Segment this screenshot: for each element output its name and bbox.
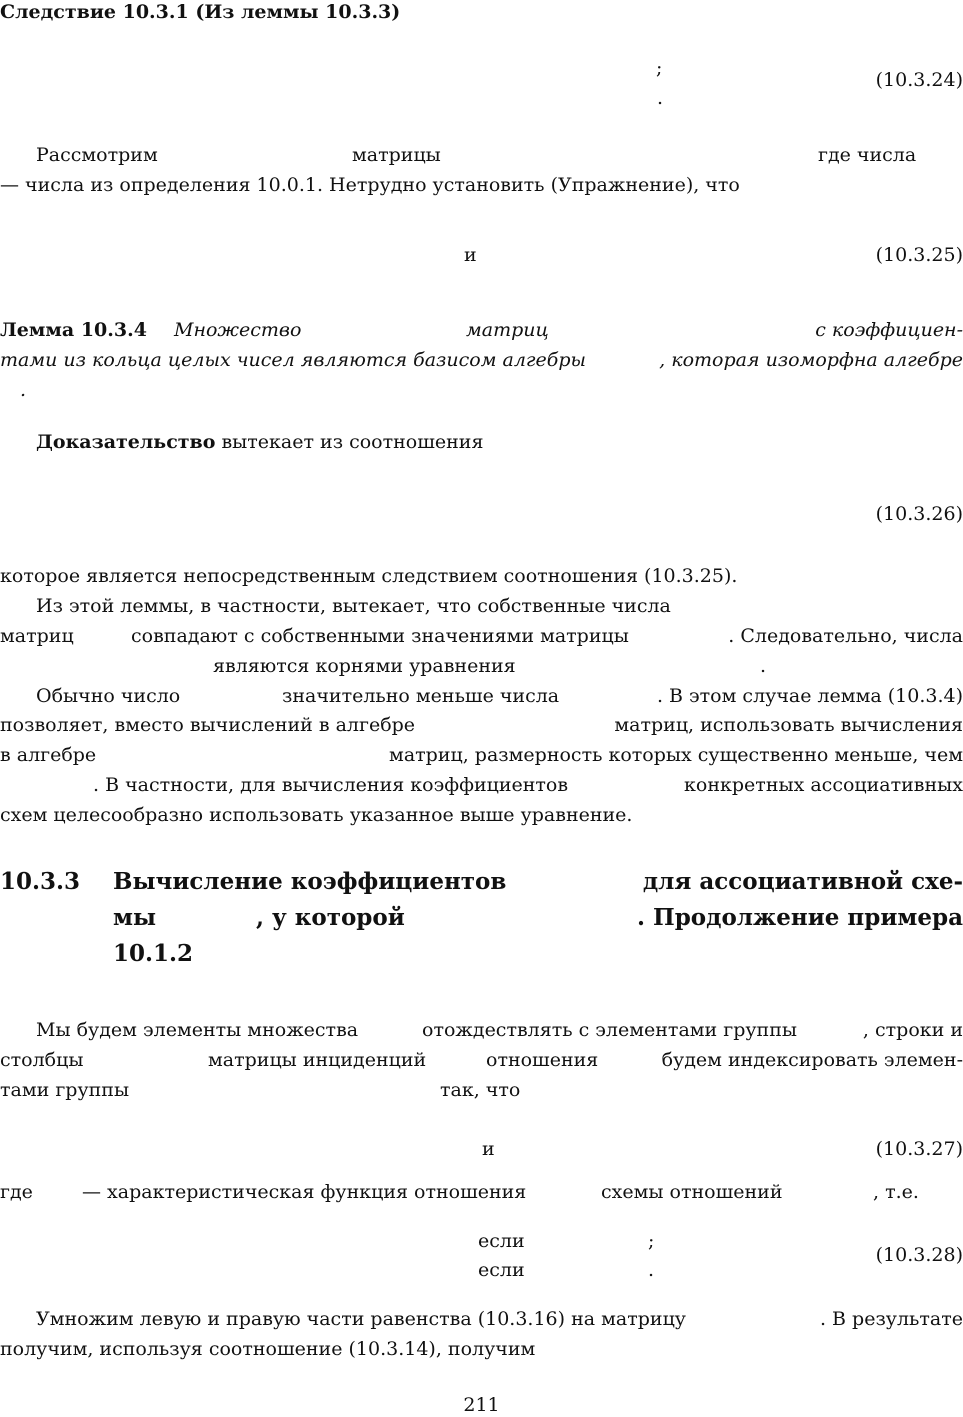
para4-line1a: Умножим левую и правую части равенства (10.3.16) на матрицу	[36, 1308, 686, 1330]
para3-line1c: , строки и	[862, 1019, 963, 1041]
para3-if2: если	[478, 1259, 525, 1281]
corollary-dot: .	[657, 87, 664, 109]
para2-line8a: . В частности, для вычисления коэффициентов	[93, 774, 569, 796]
section-title-2b: , у которой	[256, 904, 405, 931]
para3-line2d: будем индексировать элемен-	[661, 1049, 963, 1071]
lemma-text-set: Множество	[174, 319, 302, 341]
para1-word-consider: Рассмотрим	[36, 144, 158, 166]
para4-line1b: . В результате	[819, 1308, 963, 1330]
para2-line5c: . В этом случае лемма (10.3.4)	[656, 685, 963, 707]
lemma-text-coeff: с коэффициен-	[815, 319, 963, 341]
para1-word-where: где числа	[818, 144, 917, 166]
lemma-text-matrices: матриц	[466, 319, 549, 341]
para1-line2: — числа из определения 10.0.1. Нетрудно установить (Упражнение), что	[0, 174, 740, 196]
para3-dot: .	[648, 1259, 655, 1281]
equation-number-26: (10.3.26)	[875, 503, 963, 525]
para3-line4d: , т.е.	[873, 1181, 919, 1203]
para3-line1a: Мы будем элементы множества	[36, 1019, 359, 1041]
para3-and: и	[482, 1138, 495, 1160]
section-title-2c: . Продолжение примера	[636, 904, 963, 931]
section-title-1b: для ассоциативной схе-	[642, 868, 963, 895]
para2-line7a: в алгебре	[0, 744, 97, 766]
para3-line4b: — характеристическая функция отношения	[82, 1181, 527, 1203]
para2-line3a: матриц	[0, 625, 74, 647]
para3-line3a: тами группы	[0, 1079, 130, 1101]
para3-line1b: отождествлять с элементами группы	[422, 1019, 797, 1041]
section-title-2a: мы	[113, 904, 157, 931]
proof-label: Доказательство	[36, 431, 216, 453]
section-title-3: 10.1.2	[113, 940, 194, 967]
corollary-title: Следствие 10.3.1 (Из леммы 10.3.3)	[0, 1, 401, 23]
para1-word-matrices: матрицы	[352, 144, 441, 166]
equation-number-28: (10.3.28)	[875, 1244, 963, 1266]
para2-line3b: совпадают с собственными значениями матрицы	[131, 625, 629, 647]
para2-line4b: .	[760, 655, 767, 677]
para1-and: и	[464, 244, 477, 266]
proof-line	[36, 430, 483, 454]
page-number: 211	[463, 1394, 500, 1416]
para2-line3c: . Следовательно, числа	[728, 625, 963, 647]
para3-line2b: матрицы инциденций	[208, 1049, 427, 1071]
para2-line5b: значительно меньше числа	[282, 685, 560, 707]
para2-line4a: являются корнями уравнения	[213, 655, 516, 677]
section-title-1a: Вычисление коэффициентов	[113, 868, 507, 895]
para2-line2: Из этой леммы, в частности, вытекает, что собственные числа	[36, 595, 671, 617]
proof-text: вытекает из соотношения	[221, 431, 484, 453]
para2-line6b: матриц, использовать вычисления	[614, 714, 963, 736]
para2-line7b: матриц, размерность которых существенно меньше, чем	[389, 744, 963, 766]
para3-if1: если	[478, 1230, 525, 1252]
para3-semi: ;	[648, 1230, 655, 1252]
equation-number-25: (10.3.25)	[875, 244, 963, 266]
para3-line4a: где	[0, 1181, 33, 1203]
lemma-label: Лемма 10.3.4	[0, 319, 147, 341]
corollary-semicolon: ;	[656, 57, 663, 79]
para3-line2a: столбцы	[0, 1049, 84, 1071]
para3-line2c: отношения	[486, 1049, 599, 1071]
lemma-line2a: тами из кольца целых чисел являются базисом алгебры	[0, 349, 586, 371]
para2-line8b: конкретных ассоциативных	[684, 774, 963, 796]
para2-line6a: позволяет, вместо вычислений в алгебре	[0, 714, 416, 736]
para2-line9: схем целесообразно использовать указанное выше уравнение.	[0, 804, 633, 826]
section-number: 10.3.3	[0, 868, 81, 895]
lemma-line2b: , которая изоморфна алгебре	[659, 349, 963, 371]
equation-number-24: (10.3.24)	[875, 69, 963, 91]
para2-line5a: Обычно число	[36, 685, 181, 707]
para4-line2: получим, используя соотношение (10.3.14), получим	[0, 1338, 536, 1360]
lemma-line3: .	[20, 379, 27, 401]
para3-line4c: схемы отношений	[601, 1181, 783, 1203]
equation-number-27: (10.3.27)	[875, 1138, 963, 1160]
para3-line3b: так, что	[440, 1079, 521, 1101]
para2-line1: которое является непосредственным следствием соотношения (10.3.25).	[0, 565, 738, 587]
